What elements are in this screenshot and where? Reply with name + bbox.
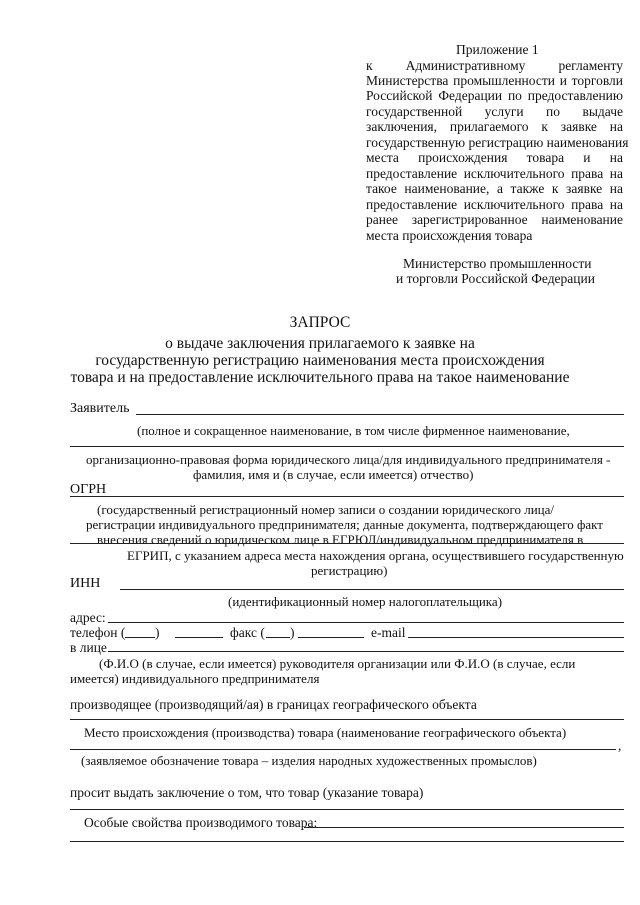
applicant-label: Заявитель [70, 401, 130, 416]
origin-hint: Место происхождения (производства) товара (наименование географического объекта) [84, 725, 567, 740]
ogrn-label: ОГРН [70, 482, 107, 497]
ogrn-hint: внесения сведений о юридическом лице в ЕГРЮЛ/индивидуальном предпринимателя в [97, 532, 584, 547]
origin-comma: , [618, 738, 622, 753]
appendix-line: места происхождения товара [366, 228, 533, 243]
ogrn-hint: регистрацию) [311, 563, 388, 578]
appendix-line: государственной услуги по выдаче [366, 104, 623, 119]
person-hint: имеется) индивидуального предпринимателя [70, 671, 320, 686]
fax-number-field[interactable] [298, 637, 364, 638]
document-title: ЗАПРОС [289, 314, 351, 331]
fax-paren: ) [290, 625, 295, 640]
phone-paren: ) [155, 625, 160, 640]
producing-label: производящее (производящий/ая) в границах географического объекта [70, 697, 477, 712]
ogrn-field-2[interactable] [70, 543, 624, 544]
designation-hint: (заявляемое обозначение товара – изделия народных художественных промыслов) [81, 753, 537, 768]
fax-code-field[interactable] [266, 637, 290, 638]
phone-code-field[interactable] [125, 637, 155, 638]
origin-field[interactable] [70, 749, 616, 750]
document-subtitle: государственную регистрацию наименования места происхождения [95, 352, 545, 369]
inn-hint: (идентификационный номер налогоплательщика) [228, 594, 503, 609]
appendix-line: Российской Федерации по предоставлению [366, 88, 623, 103]
applicant-field-2[interactable] [70, 446, 624, 447]
addressee-line: Министерство промышленности [403, 256, 592, 271]
producing-field[interactable] [70, 719, 624, 720]
appendix-line: предоставление исключительного права на [366, 197, 623, 212]
address-label: адрес: [70, 610, 106, 625]
document-subtitle: товара и на предоставление исключительного права на такое наименование [70, 369, 570, 386]
email-field[interactable] [408, 637, 624, 638]
applicant-hint: (полное и сокращенное наименование, в том числе фирменное наименование, [137, 423, 570, 438]
applicant-hint: фамилия, имя и (в случае, если имеется) отчество) [193, 467, 474, 482]
properties-field[interactable] [304, 827, 624, 828]
properties-field-2[interactable] [70, 841, 624, 842]
properties-label: Особые свойства производимого товара: [84, 815, 318, 830]
appendix-line: заключения, прилагаемого к заявке на [366, 119, 623, 134]
addressee-line: и торговли Российской Федерации [396, 271, 595, 286]
person-label: в лице [70, 640, 107, 655]
appendix-line: места происхождения товара и на [366, 150, 623, 165]
ogrn-field[interactable] [70, 496, 624, 497]
ogrn-hint: ЕГРИП, с указанием адреса места нахождения органа, осуществившего государственную [127, 548, 624, 563]
inn-field[interactable] [120, 589, 624, 590]
inn-label: ИНН [70, 576, 101, 591]
appendix-header: Приложение 1 [456, 42, 539, 57]
appendix-line: ранее зарегистрированное наименование [366, 212, 623, 227]
fax-label: факс ( [230, 625, 265, 640]
ogrn-hint: (государственный регистрационный номер записи о создании юридического лица/ [97, 502, 555, 517]
applicant-field[interactable] [136, 414, 624, 415]
person-field[interactable] [108, 651, 624, 652]
appendix-line: предоставление исключительного права на [366, 166, 623, 181]
applicant-hint: организационно-правовая форма юридического лица/для индивидуального предпринимателя - [86, 452, 611, 467]
appendix-line: государственную регистрацию наименования [366, 135, 629, 150]
appendix-line: Министерства промышленности и торговли [366, 73, 623, 88]
appendix-line: к Административному регламенту [366, 58, 623, 73]
email-label: e-mail [371, 625, 406, 640]
ogrn-hint: регистрации индивидуального предпринимателя; данные документа, подтверждающего факт [86, 517, 603, 532]
request-label: просит выдать заключение о том, что товар (указание товара) [70, 785, 424, 800]
request-field[interactable] [70, 809, 624, 810]
document-subtitle: о выдаче заключения прилагаемого к заявке на [165, 335, 475, 352]
person-hint: (Ф.И.О (в случае, если имеется) руководителя организации или Ф.И.О (в случае, если [99, 656, 576, 671]
address-field[interactable] [108, 622, 624, 623]
appendix-line: такое наименование, а также к заявке на [366, 181, 623, 196]
phone-number-field[interactable] [175, 637, 223, 638]
phone-label: телефон ( [70, 625, 126, 640]
